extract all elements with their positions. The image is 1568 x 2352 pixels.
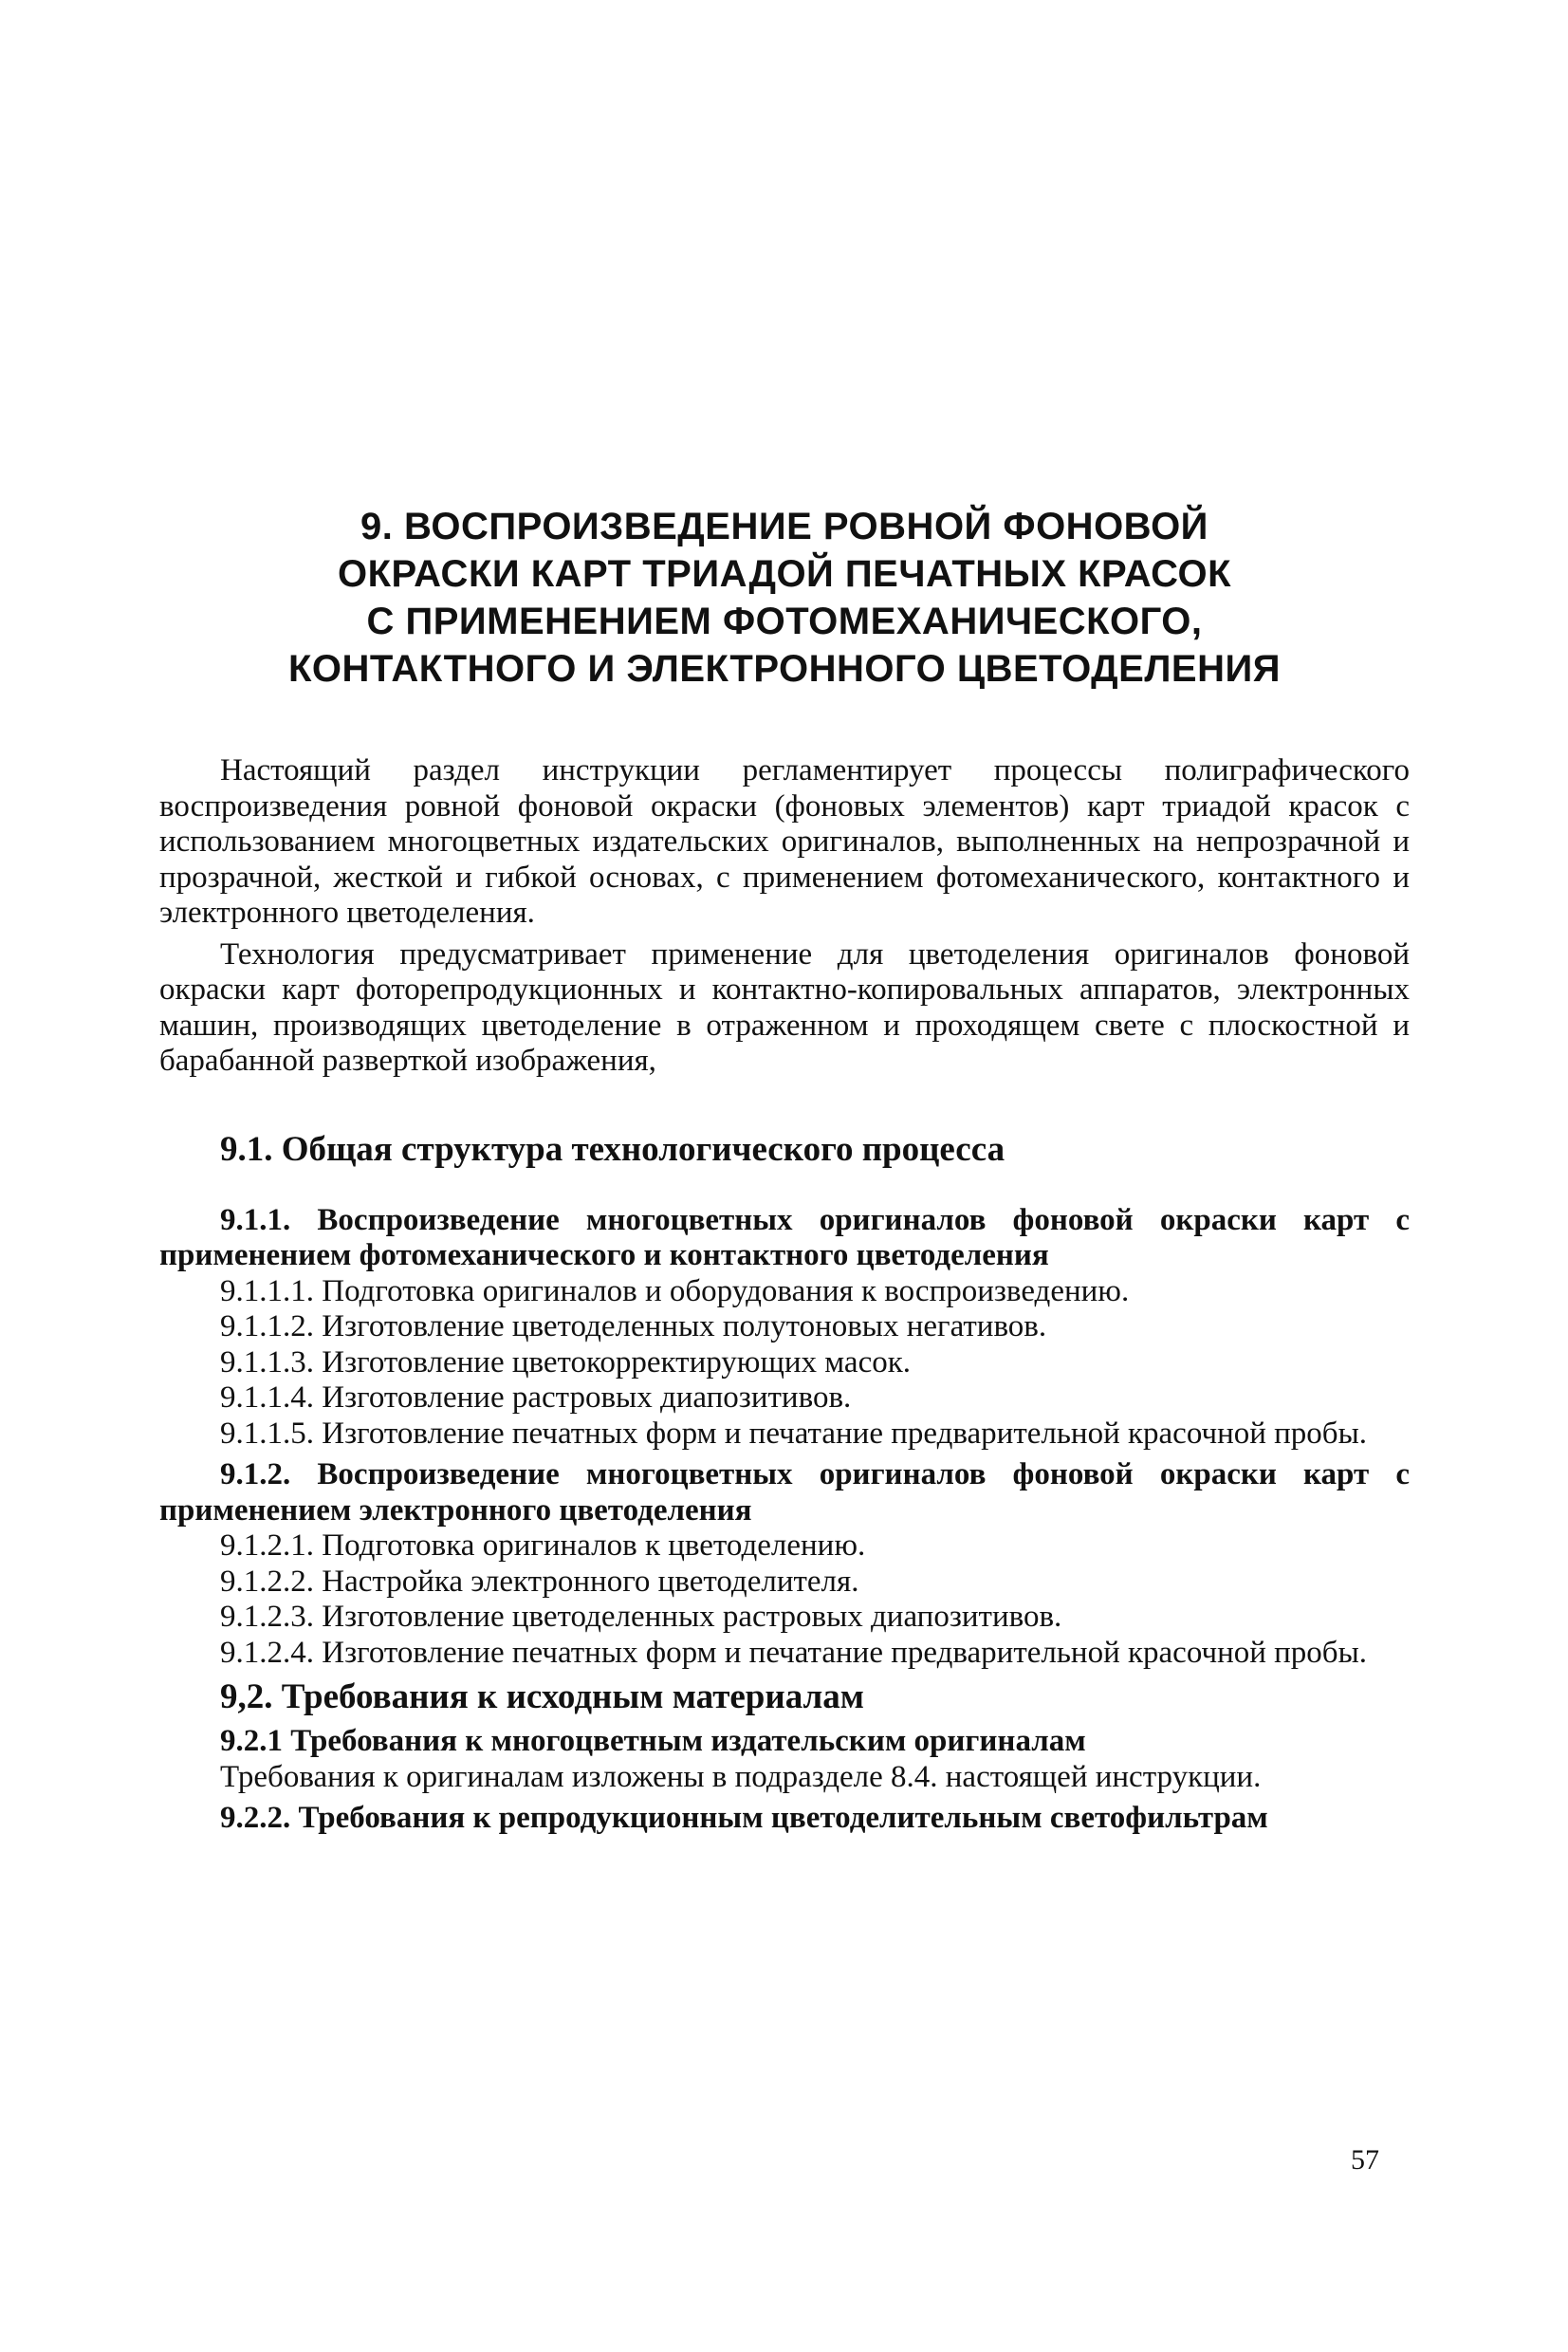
list-item: 9.1.2.3. Изготовление цветоделенных растровых диапозитивов.: [220, 1600, 1062, 1634]
list-item: 9.1.2.4. Изготовление печатных форм и печатание предварительной красочной пробы.: [220, 1635, 1368, 1670]
list-item: 9.1.1.3. Изготовление цветокорректирующих масок.: [220, 1344, 911, 1380]
chapter-title-line: 9. ВОСПРОИЗВЕДЕНИЕ РОВНОЙ ФОНОВОЙ: [360, 506, 1208, 547]
intro-paragraph: Технология предусматривает применение для цветоделения оригиналов фоновой окраски карт фоторепродукционных и контактно-копировальных аппаратов, электронных машин, производящих цветоделение в отраженном и проходящем свете с плоскостной и барабанной разверткой изображения,: [159, 936, 1410, 1078]
chapter-title-line: КОНТАКТНОГО И ЭЛЕКТРОННОГО ЦВЕТОДЕЛЕНИЯ: [288, 648, 1281, 690]
section-heading: 9,2. Требования к исходным материалам: [220, 1677, 864, 1716]
page-number: 57: [1351, 2144, 1379, 2176]
list-item: 9.1.1.1. Подготовка оригиналов и оборудования к воспроизведению.: [220, 1273, 1130, 1308]
intro-paragraph: Настоящий раздел инструкции регламентирует процессы полиграфического воспроизведения ровной фоновой окраски (фоновых элементов) карт триадой красок с использованием многоцветных издательских оригиналов, выполненных на непрозрачной и прозрачной, жесткой и гибкой основах, с применением фотомеханического, контактного и электронного цветоделения.: [159, 753, 1410, 930]
body-text: Требования к оригиналам изложены в подразделе 8.4. настоящей инструкции.: [220, 1759, 1262, 1794]
subsection-heading: 9.2.2. Требования к репродукционным цветоделительным светофильтрам: [220, 1801, 1268, 1835]
subsection-heading: 9.1.1. Воспроизведение многоцветных оригиналов фоновой окраски карт с применением фотомеханического и контактного цветоделения: [159, 1202, 1410, 1272]
page-content: [159, 503, 1410, 1837]
list-item: 9.1.2.2. Настройка электронного цветоделителя.: [220, 1564, 859, 1599]
section-heading: 9.1. Общая структура технологического процесса: [220, 1129, 1005, 1169]
subsection-heading: 9.1.2. Воспроизведение многоцветных оригиналов фоновой окраски карт с применением электронного цветоделения: [159, 1457, 1410, 1528]
chapter-title-line: ОКРАСКИ КАРТ ТРИАДОЙ ПЕЧАТНЫХ КРАСОК: [337, 553, 1232, 595]
chapter-title-line: С ПРИМЕНЕНИЕМ ФОТОМЕХАНИЧЕСКОГО,: [366, 601, 1203, 642]
list-item: 9.1.2.1. Подготовка оригиналов к цветоделению.: [220, 1528, 866, 1563]
list-item: 9.1.1.4. Изготовление растровых диапозитивов.: [220, 1380, 852, 1415]
chapter-title: [159, 503, 1410, 693]
list-item: 9.1.1.2. Изготовление цветоделенных полутоновых негативов.: [220, 1309, 1047, 1343]
subsection-heading: 9.2.1 Требования к многоцветным издательским оригиналам: [220, 1724, 1086, 1758]
list-item: 9.1.1.5. Изготовление печатных форм и печатание предварительной красочной пробы.: [220, 1416, 1368, 1451]
